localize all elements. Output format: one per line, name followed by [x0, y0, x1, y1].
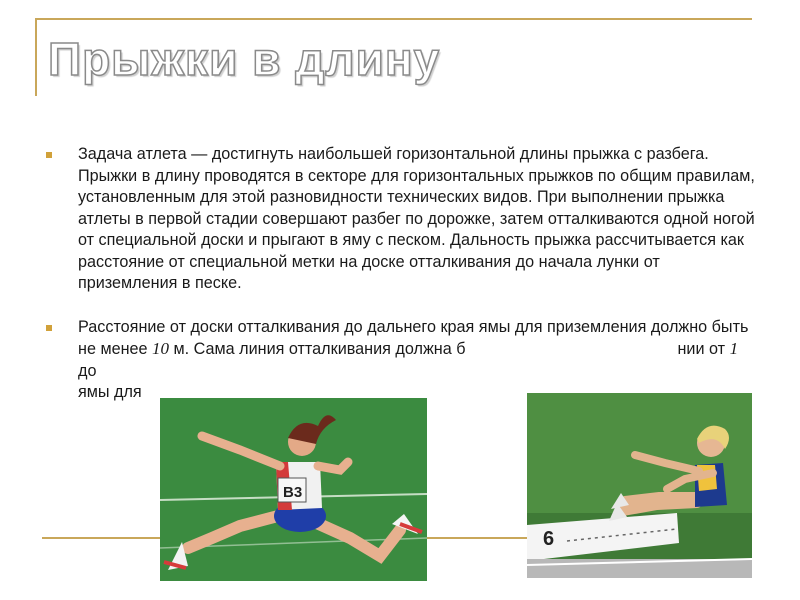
frame-top-line — [35, 18, 752, 20]
bullet-2-text-e: ямы для — [78, 383, 142, 401]
bullet-2-number-10: 10 — [152, 339, 170, 358]
bullet-1-text: Задача атлета — достигнуть наибольшей горизонтальной длины прыжка с разбега. Прыжки в длину проводятся в секторе для горизонтальных прыжков по общим правилам, установленным для этой разновидности технических видов. При выполнении прыжка атлеты в первой стадии совершают разбег по дорожке, затем отталкиваются одной ногой от специальной доски и прыгают в яму с песком. Дальность прыжка рассчитывается как расстояние от специальной метки на доске отталкивания до начала лунки от приземления в песке. — [78, 145, 755, 292]
bullet-2-text-b: м. Сама линия отталкивания должна б — [169, 340, 466, 358]
bullet-2-text-c: нии от — [677, 340, 730, 358]
board-number: 6 — [543, 528, 555, 550]
bullet-2-text-a: Расстояние от доски отталкивания до дальнего края ямы для приземления должно быть не менее — [78, 317, 749, 358]
bullet-marker — [46, 325, 52, 331]
long-jumper-landing-photo — [527, 393, 752, 578]
slide-content — [46, 144, 756, 426]
bullet-marker — [46, 152, 52, 158]
bullet-paragraph-1 — [46, 144, 756, 295]
long-jumper-landing-illustration — [527, 393, 752, 578]
long-jumper-flight-illustration — [160, 398, 427, 581]
slide-title: Прыжки в длину — [48, 33, 441, 85]
bullet-2-text-d: до — [78, 361, 97, 380]
frame-left-line — [35, 18, 37, 96]
bullet-paragraph-2 — [46, 317, 756, 404]
long-jumper-flight-photo — [160, 398, 427, 581]
bullet-2-number-1: 1 — [729, 339, 739, 358]
athlete-bib-number: B3 — [283, 484, 303, 501]
